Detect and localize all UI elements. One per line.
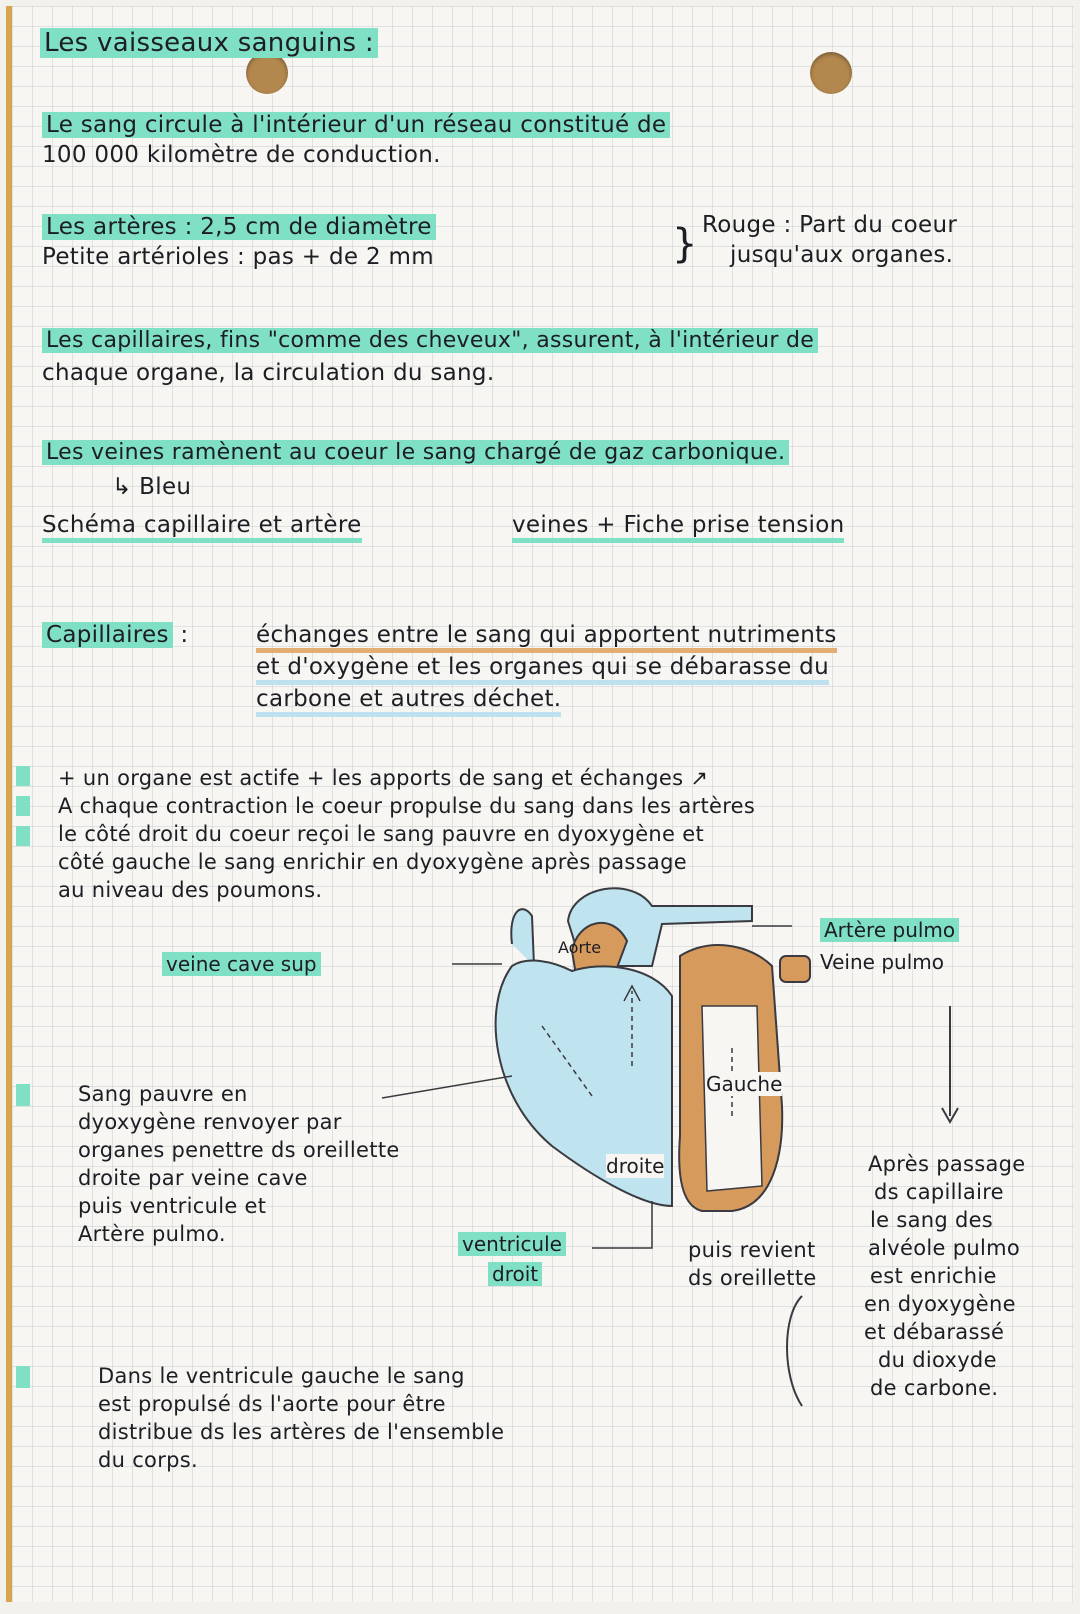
- return-arrow: [787, 1296, 802, 1406]
- paragraph-line-3: le côté droit du coeur reçoi le sang pauvre en dyoxygène et: [58, 822, 704, 846]
- left-note-line-1: Sang pauvre en: [78, 1082, 248, 1106]
- veines-line-3b: veines + Fiche prise tension: [512, 510, 844, 540]
- intro-line-1: Le sang circule à l'intérieur d'un réseau constitué de: [42, 110, 670, 140]
- capillaires-def-line-1: échanges entre le sang qui apportent nutriments: [256, 620, 837, 650]
- left-note-line-4: droite par veine cave: [78, 1166, 308, 1190]
- veines-line-2: ↳ Bleu: [112, 474, 192, 500]
- label-gauche: Gauche: [706, 1072, 783, 1096]
- capillaires-line-2: chaque organe, la circulation du sang.: [42, 360, 495, 386]
- notebook-page: [6, 6, 1074, 1602]
- capillaires-def-line-3: carbone et autres déchet.: [256, 684, 561, 714]
- bottom-note-line-2: est propulsé ds l'aorte pour être: [98, 1392, 446, 1416]
- label-veine-cave: veine cave sup: [162, 952, 321, 976]
- brace: }: [672, 221, 698, 267]
- paragraph-line-5: au niveau des poumons.: [58, 878, 323, 902]
- veines-line-1: Les veines ramènent au coeur le sang chargé de gaz carbonique.: [42, 438, 789, 468]
- right-note-line-8: du dioxyde: [878, 1348, 997, 1372]
- right-note-line-2: ds capillaire: [874, 1180, 1004, 1204]
- center-note-line-1: puis revient: [688, 1238, 816, 1262]
- paragraph-line-2: A chaque contraction le coeur propulse du sang dans les artères: [58, 794, 756, 818]
- left-ventricle-inner: [702, 1006, 762, 1191]
- center-note-line-2: ds oreillette: [688, 1266, 817, 1290]
- label-droit: droit: [488, 1262, 542, 1286]
- capillaires-def-line-2: et d'oxygène et les organes qui se débarasse du: [256, 652, 829, 682]
- arteres-line-2: Petite artérioles : pas + de 2 mm: [42, 244, 434, 270]
- bottom-note-line-4: du corps.: [98, 1448, 198, 1472]
- right-note-line-7: et débarassé: [864, 1320, 1005, 1344]
- label-veine-pulmo: Veine pulmo: [820, 950, 944, 974]
- right-note-line-4: alvéole pulmo: [868, 1236, 1021, 1260]
- intro-line-2: 100 000 kilomètre de conduction.: [42, 142, 441, 168]
- right-note-line-9: de carbone.: [870, 1376, 999, 1400]
- left-note-line-2: dyoxygène renvoyer par: [78, 1110, 342, 1134]
- label-artere-pulmo: Artère pulmo: [820, 918, 959, 942]
- paragraph-line-1: + un organe est actife + les apports de sang et échanges ↗: [58, 766, 709, 790]
- margin-marker: [16, 1366, 30, 1388]
- left-note-line-6: Artère pulmo.: [78, 1222, 226, 1246]
- label-aorte: Aorte: [558, 938, 602, 957]
- pointer-line: [592, 1201, 652, 1248]
- veines-line-3a: Schéma capillaire et artère: [42, 510, 362, 540]
- superior-vena-cava: [511, 909, 534, 966]
- label-droite: droite: [606, 1154, 665, 1178]
- bottom-note-line-3: distribue ds les artères de l'ensemble: [98, 1420, 505, 1444]
- right-note-line-3: le sang des: [870, 1208, 994, 1232]
- pointer-line: [382, 1076, 512, 1098]
- arteres-note-1: Rouge : Part du coeur: [702, 212, 958, 238]
- arteres-note-2: jusqu'aux organes.: [730, 242, 954, 268]
- right-note-line-5: est enrichie: [870, 1264, 997, 1288]
- left-note-line-3: organes penettre ds oreillette: [78, 1138, 400, 1162]
- right-note-line-1: Après passage: [868, 1152, 1026, 1176]
- left-note-line-5: puis ventricule et: [78, 1194, 267, 1218]
- capillaires-label: Capillaires :: [42, 620, 188, 650]
- page-title: Les vaisseaux sanguins :: [40, 28, 378, 58]
- right-note-line-6: en dyoxygène: [864, 1292, 1016, 1316]
- pulmonary-vein: [780, 956, 810, 982]
- margin-marker: [16, 1084, 30, 1106]
- bottom-note-line-1: Dans le ventricule gauche le sang: [98, 1364, 465, 1388]
- arteres-line-1: Les artères : 2,5 cm de diamètre: [42, 212, 436, 242]
- capillaires-line-1: Les capillaires, fins "comme des cheveux", assurent, à l'intérieur de: [42, 326, 818, 356]
- label-ventricule: ventricule: [458, 1232, 566, 1256]
- paragraph-line-4: côté gauche le sang enrichir en dyoxygène après passage: [58, 850, 687, 874]
